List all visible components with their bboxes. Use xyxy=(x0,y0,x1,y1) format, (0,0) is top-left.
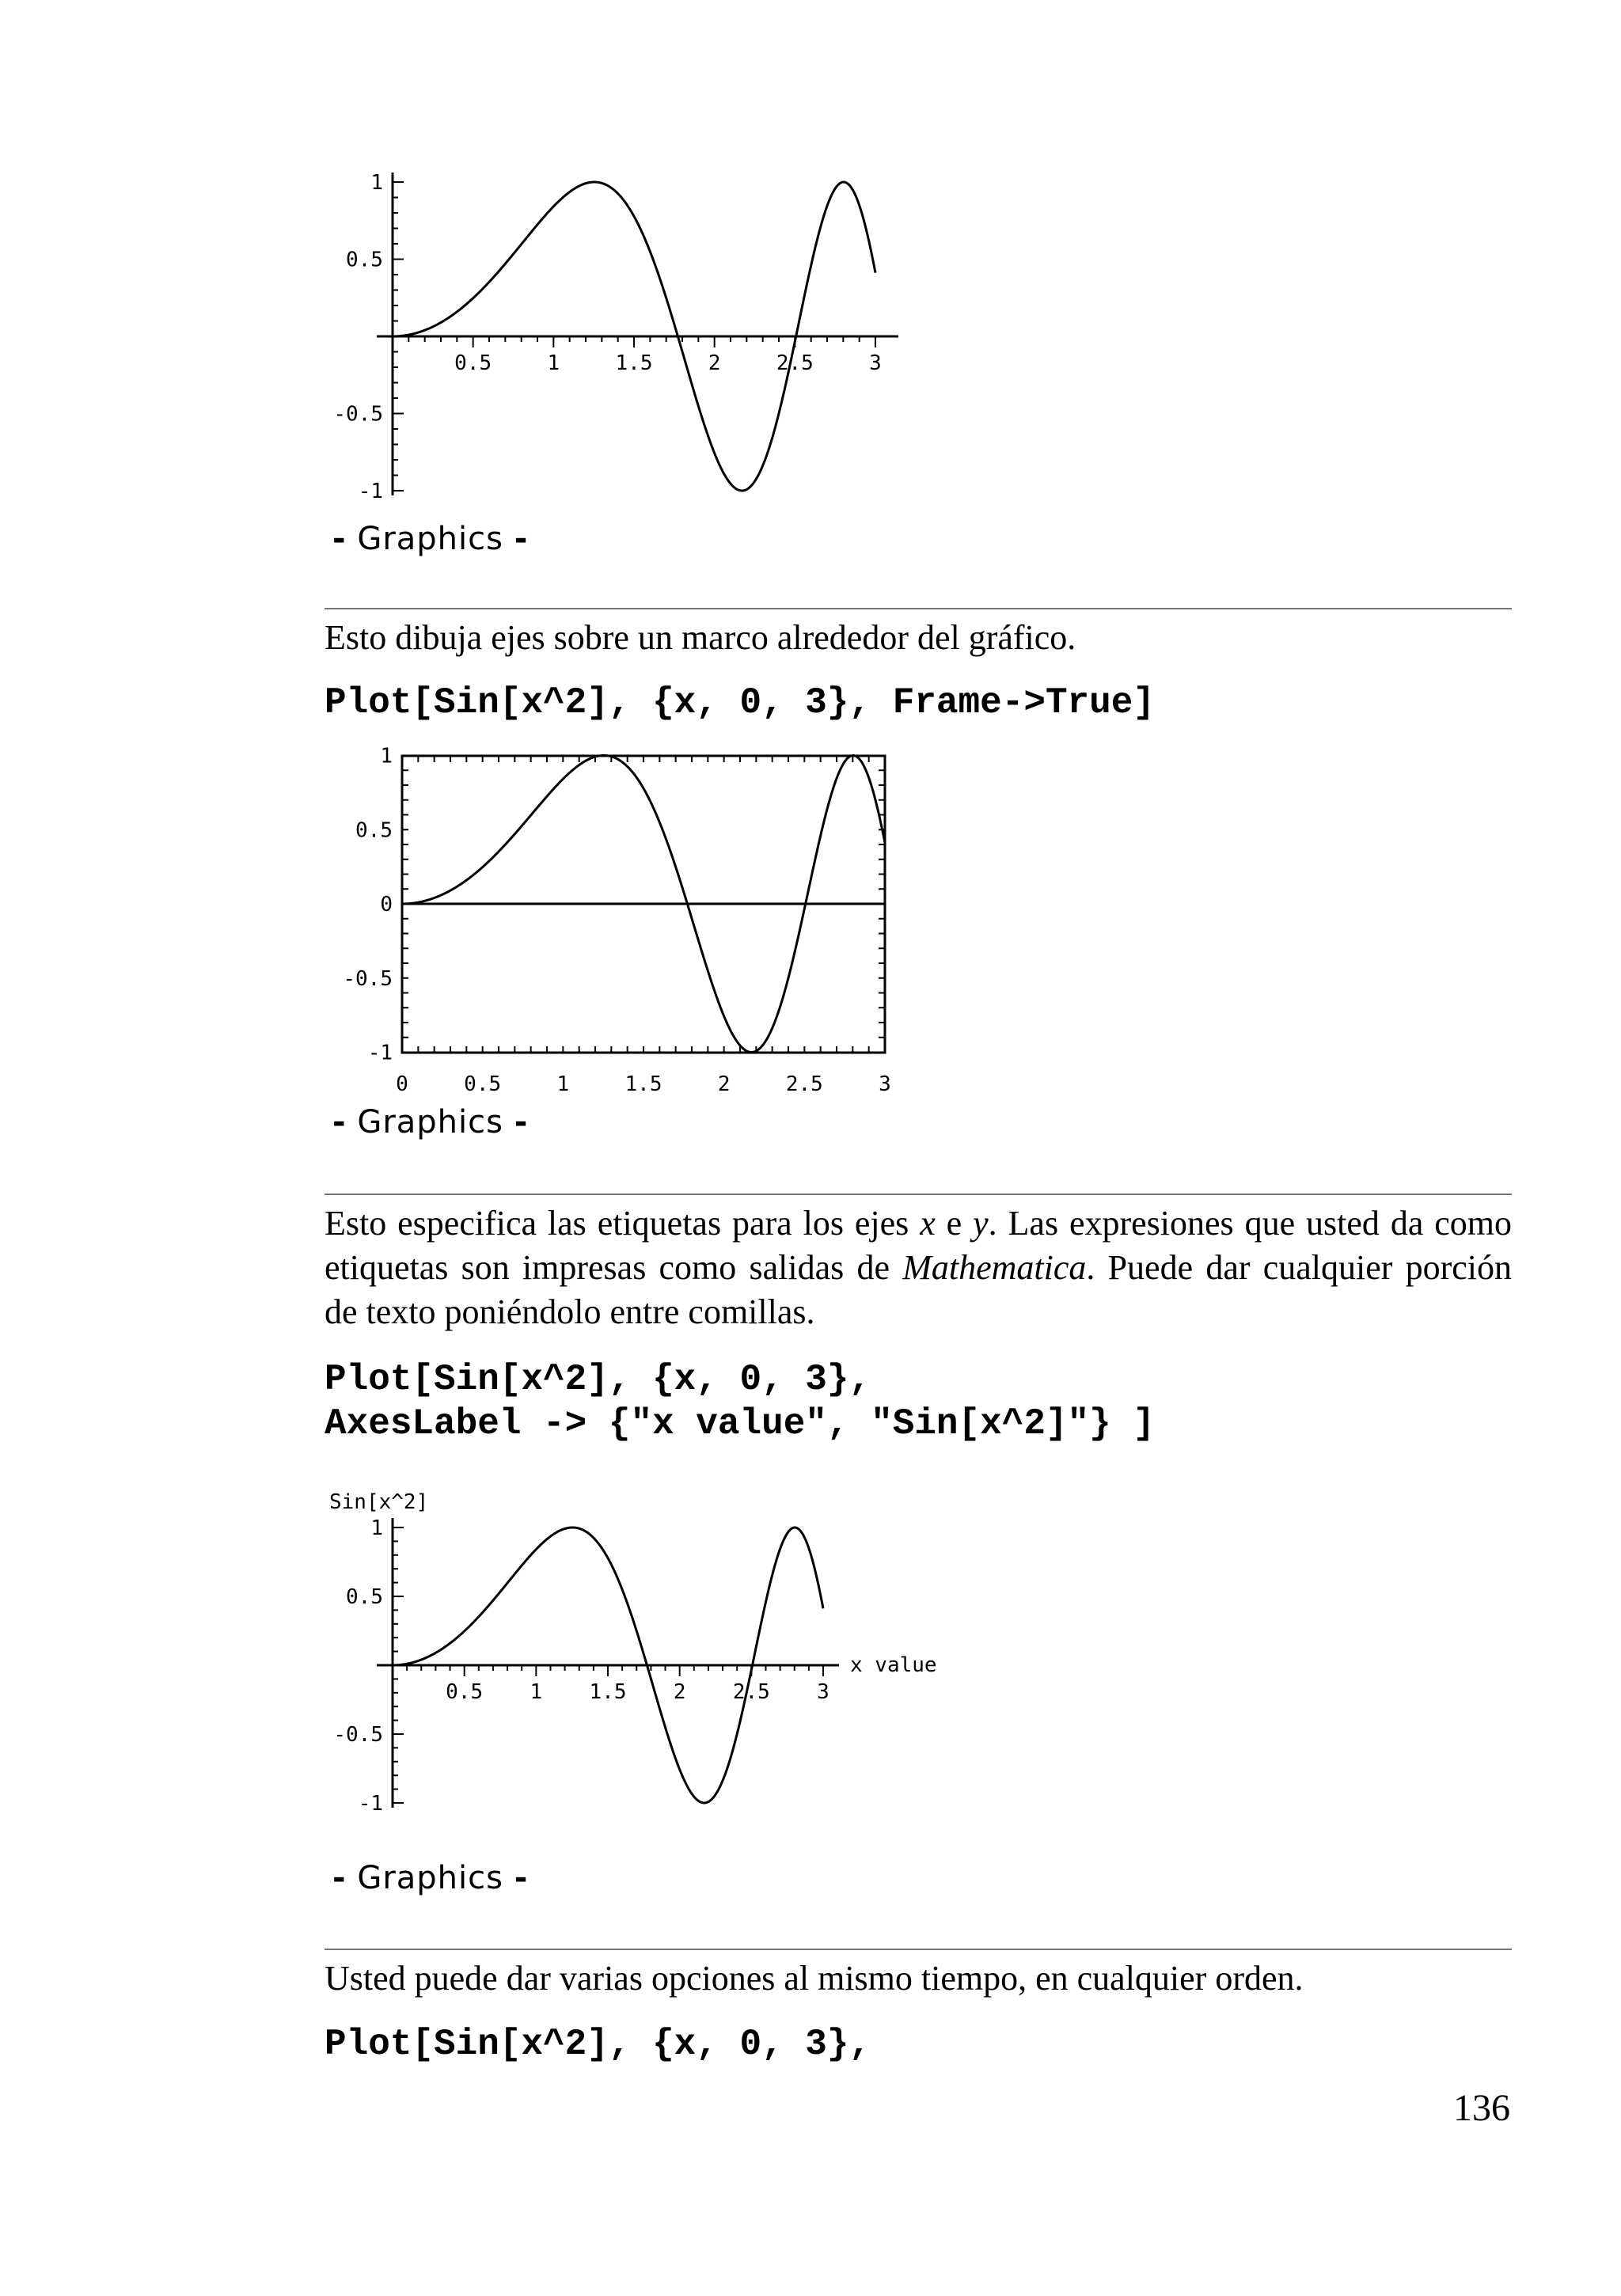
graphics-label-2: - Graphics - xyxy=(332,1104,529,1140)
paragraph-options: Usted puede dar varias opciones al mismo tiempo, en cualquier orden. xyxy=(325,1959,1304,1998)
plot-1 xyxy=(317,158,934,507)
x-tick-label: 1 xyxy=(530,1680,543,1704)
code-frame: Plot[Sin[x^2], {x, 0, 3}, Frame->True] xyxy=(325,682,1155,723)
x-tick-label: 0.5 xyxy=(464,1072,502,1096)
y-axis-label: Sin[x^2] xyxy=(329,1490,429,1514)
x-tick-label: 3 xyxy=(817,1680,829,1704)
x-tick-label: 2 xyxy=(717,1072,731,1096)
x-axis-label: x value xyxy=(850,1653,937,1677)
x-tick-label: 0.5 xyxy=(454,351,492,375)
x-tick-label: 2.5 xyxy=(732,1680,770,1704)
y-tick-label: 1 xyxy=(370,171,383,195)
var-x: x xyxy=(920,1204,936,1243)
y-tick-label: 1 xyxy=(370,1516,383,1540)
y-tick-label: -0.5 xyxy=(333,402,383,427)
x-tick-label: 2 xyxy=(673,1680,686,1704)
x-tick-label: 1.5 xyxy=(624,1072,662,1096)
x-tick-label: 2.5 xyxy=(785,1072,823,1096)
code-axes-label-line1: Plot[Sin[x^2], {x, 0, 3}, xyxy=(325,1359,871,1400)
y-tick-label: -1 xyxy=(367,1041,393,1065)
x-tick-label: 0 xyxy=(396,1072,408,1096)
x-tick-label: 2 xyxy=(708,351,721,375)
graphics-label-1: - Graphics - xyxy=(332,521,529,557)
y-tick-label: 0.5 xyxy=(355,818,393,843)
x-tick-label: 0.5 xyxy=(446,1680,484,1704)
paragraph-axes-label: Esto especifica las etiquetas para los ejes x e y. Las expresiones que usted da como etiquetas son impresas como salidas de Mathematica. Puede dar cualquier porción de texto poniéndolo entre comillas. xyxy=(325,1204,1513,1331)
x-tick-label: 1 xyxy=(556,1072,570,1096)
x-tick-label: 3 xyxy=(869,351,882,375)
x-tick-label: 1 xyxy=(547,351,560,375)
paragraph-frame: Esto dibuja ejes sobre un marco alrededor del gráfico. xyxy=(325,618,1076,657)
x-tick-label: 2.5 xyxy=(776,351,814,375)
graphics-label-3: - Graphics - xyxy=(332,1860,529,1896)
plot-2 xyxy=(317,736,934,1108)
code-options: Plot[Sin[x^2], {x, 0, 3}, xyxy=(325,2024,871,2065)
x-tick-label: 1.5 xyxy=(615,351,653,375)
y-tick-label: 0 xyxy=(380,893,393,917)
divider-3 xyxy=(325,1949,1512,1950)
y-tick-label: 0.5 xyxy=(346,248,383,272)
var-y: y xyxy=(973,1204,989,1243)
mathematica-name: Mathematica xyxy=(902,1248,1087,1287)
y-tick-label: -1 xyxy=(358,1792,383,1816)
plot-3 xyxy=(317,1472,1013,1836)
divider-1 xyxy=(325,608,1512,609)
x-tick-label: 1.5 xyxy=(589,1680,627,1704)
y-tick-label: 1 xyxy=(380,744,393,768)
y-tick-label: -1 xyxy=(358,480,383,503)
divider-2 xyxy=(325,1194,1512,1195)
y-tick-label: 0.5 xyxy=(346,1585,383,1609)
y-tick-label: -0.5 xyxy=(343,966,393,991)
x-tick-label: 3 xyxy=(879,1072,891,1096)
page-number: 136 xyxy=(1453,2087,1510,2129)
y-tick-label: -0.5 xyxy=(333,1723,383,1747)
code-axes-label-line2: AxesLabel -> {"x value", "Sin[x^2]"} ] xyxy=(325,1403,1155,1444)
